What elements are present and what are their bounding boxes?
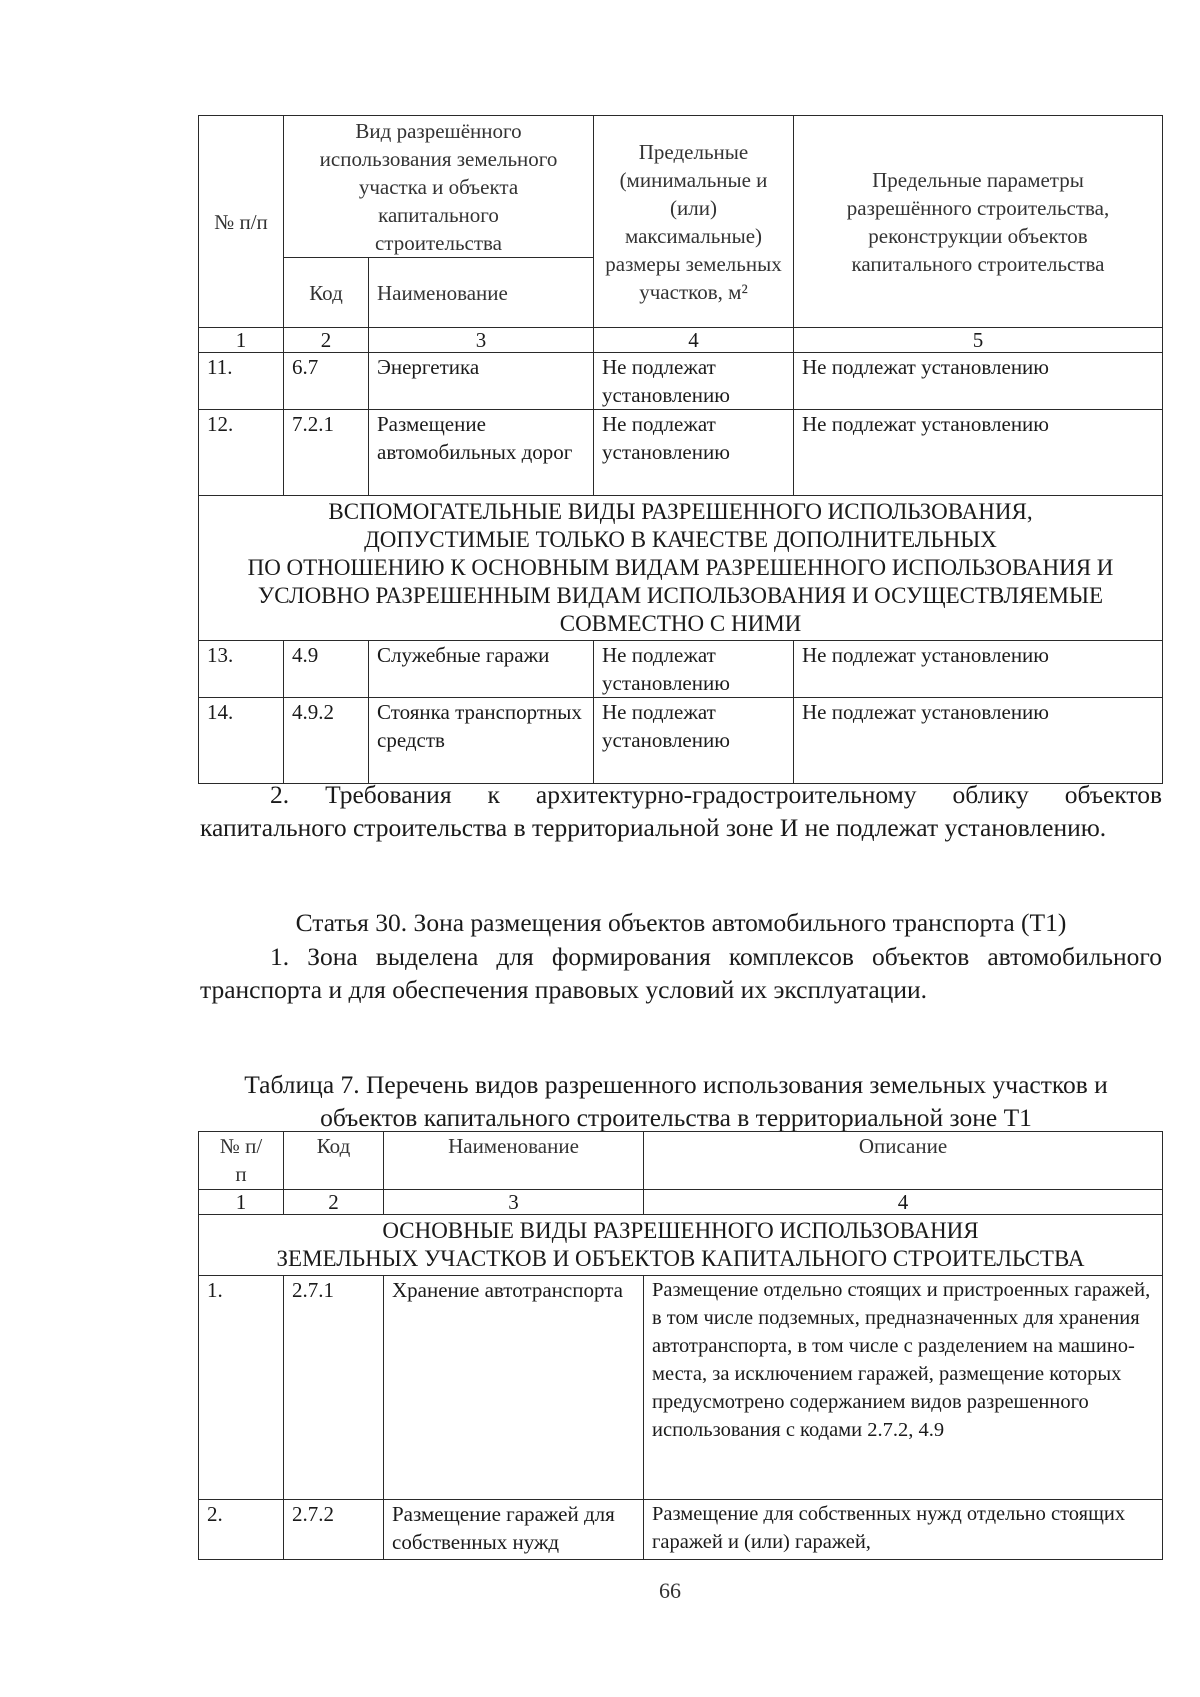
table-caption bbox=[190, 1068, 1162, 1134]
column-number: 1 bbox=[199, 328, 284, 353]
section-header-row bbox=[199, 1215, 1163, 1276]
column-number: 5 bbox=[794, 328, 1163, 353]
header-num: № п/п bbox=[199, 116, 284, 328]
header-build-params: Предельные параметры разрешённого строительства, реконструкции объектов капитального строительства bbox=[794, 116, 1163, 328]
row-code: 2.7.1 bbox=[284, 1276, 384, 1500]
row-name: Хранение автотранспорта bbox=[384, 1276, 644, 1500]
permitted-use-table-zone-i bbox=[198, 115, 1163, 784]
column-number: 4 bbox=[594, 328, 794, 353]
section-line: ВСПОМОГАТЕЛЬНЫЕ ВИДЫ РАЗРЕШЕННОГО ИСПОЛЬЗОВАНИЯ, bbox=[328, 499, 1033, 524]
row-name: Энергетика bbox=[369, 353, 594, 410]
column-number-row bbox=[199, 328, 1163, 353]
header-permitted-use: Вид разрешённого использования земельного участка и объекта капитального строительства bbox=[284, 116, 594, 258]
row-params: Не подлежат установлению bbox=[794, 353, 1163, 410]
row-description: Размещение отдельно стоящих и пристроенных гаражей, в том числе подземных, предназначенных для хранения автотранспорта, в том числе с разделением на машино-места, за исключением гаражей, размещение которых предусмотрено содержанием видов разрешенного использования с кодами 2.7.2, 4.9 bbox=[644, 1276, 1163, 1500]
page-number: 66 bbox=[659, 1578, 681, 1603]
table-row bbox=[199, 1500, 1163, 1560]
caption-line: Таблица 7. Перечень видов разрешенного использования земельных участков и bbox=[244, 1070, 1108, 1099]
section-header-row bbox=[199, 496, 1163, 641]
table-row bbox=[199, 698, 1163, 784]
row-name: Размещение автомобильных дорог bbox=[369, 410, 594, 496]
row-number: 11. bbox=[199, 353, 284, 410]
row-params: Не подлежат установлению bbox=[794, 641, 1163, 698]
section-line: ЗЕМЕЛЬНЫХ УЧАСТКОВ И ОБЪЕКТОВ КАПИТАЛЬНОГО СТРОИТЕЛЬСТВА bbox=[276, 1246, 1085, 1271]
column-number: 4 bbox=[644, 1190, 1163, 1215]
column-number-row bbox=[199, 1190, 1163, 1215]
zone-description-paragraph bbox=[200, 940, 1162, 1006]
table-row bbox=[199, 353, 1163, 410]
header-description: Описание bbox=[644, 1132, 1163, 1190]
architectural-requirements-paragraph bbox=[200, 778, 1162, 844]
row-number: 1. bbox=[199, 1276, 284, 1500]
header-name: Наименование bbox=[369, 258, 594, 328]
table-row bbox=[199, 641, 1163, 698]
header-name: Наименование bbox=[384, 1132, 644, 1190]
table-row bbox=[199, 410, 1163, 496]
section-line: ОСНОВНЫЕ ВИДЫ РАЗРЕШЕННОГО ИСПОЛЬЗОВАНИЯ bbox=[382, 1218, 979, 1243]
row-code: 7.2.1 bbox=[284, 410, 369, 496]
header-plot-sizes: Предельные (минимальные и (или) максимальные) размеры земельных участков, м² bbox=[594, 116, 794, 328]
section-line: УСЛОВНО РАЗРЕШЕННЫМ ВИДАМ ИСПОЛЬЗОВАНИЯ И ОСУЩЕСТВЛЯЕМЫЕ bbox=[257, 583, 1104, 608]
row-code: 4.9 bbox=[284, 641, 369, 698]
header-code: Код bbox=[284, 1132, 384, 1190]
row-code: 2.7.2 bbox=[284, 1500, 384, 1560]
column-number: 1 bbox=[199, 1190, 284, 1215]
row-name: Стоянка транспортных средств bbox=[369, 698, 594, 784]
row-number: 2. bbox=[199, 1500, 284, 1560]
row-params: Не подлежат установлению bbox=[794, 698, 1163, 784]
auxiliary-uses-section-title bbox=[199, 496, 1163, 641]
row-number: 13. bbox=[199, 641, 284, 698]
row-sizes: Не подлежат установлению bbox=[594, 641, 794, 698]
section-line: СОВМЕСТНО С НИМИ bbox=[559, 611, 802, 636]
row-sizes: Не подлежат установлению bbox=[594, 410, 794, 496]
row-code: 4.9.2 bbox=[284, 698, 369, 784]
caption-line: объектов капитального строительства в территориальной зоне Т1 bbox=[320, 1103, 1032, 1132]
permitted-use-table-zone-t1 bbox=[198, 1131, 1163, 1560]
row-code: 6.7 bbox=[284, 353, 369, 410]
paragraph-text: 1. Зона выделена для формирования комплексов объектов автомобильного транспорта и для обеспечения правовых условий их эксплуатации. bbox=[200, 942, 1162, 1004]
row-number: 12. bbox=[199, 410, 284, 496]
column-number: 2 bbox=[284, 1190, 384, 1215]
column-number: 3 bbox=[369, 328, 594, 353]
row-name: Размещение гаражей для собственных нужд bbox=[384, 1500, 644, 1560]
table-row bbox=[199, 1276, 1163, 1500]
column-number: 2 bbox=[284, 328, 369, 353]
paragraph-text: 2. Требования к архитектурно-градостроительному облику объектов капитального строительства в территориальной зоне И не подлежат установлению. bbox=[200, 780, 1162, 842]
row-sizes: Не подлежат установлению bbox=[594, 698, 794, 784]
main-uses-section-title bbox=[199, 1215, 1163, 1276]
section-line: ПО ОТНОШЕНИЮ К ОСНОВНЫМ ВИДАМ РАЗРЕШЕННОГО ИСПОЛЬЗОВАНИЯ И bbox=[247, 555, 1114, 580]
section-line: ДОПУСТИМЫЕ ТОЛЬКО В КАЧЕСТВЕ ДОПОЛНИТЕЛЬНЫХ bbox=[364, 527, 997, 552]
row-description: Размещение для собственных нужд отдельно стоящих гаражей и (или) гаражей, bbox=[644, 1500, 1163, 1560]
row-number: 14. bbox=[199, 698, 284, 784]
row-sizes: Не подлежат установлению bbox=[594, 353, 794, 410]
row-params: Не подлежат установлению bbox=[794, 410, 1163, 496]
column-number: 3 bbox=[384, 1190, 644, 1215]
article-title: Статья 30. Зона размещения объектов автомобильного транспорта (Т1) bbox=[295, 908, 1067, 937]
header-num: № п/п bbox=[199, 1132, 284, 1190]
row-name: Служебные гаражи bbox=[369, 641, 594, 698]
header-code: Код bbox=[284, 258, 369, 328]
